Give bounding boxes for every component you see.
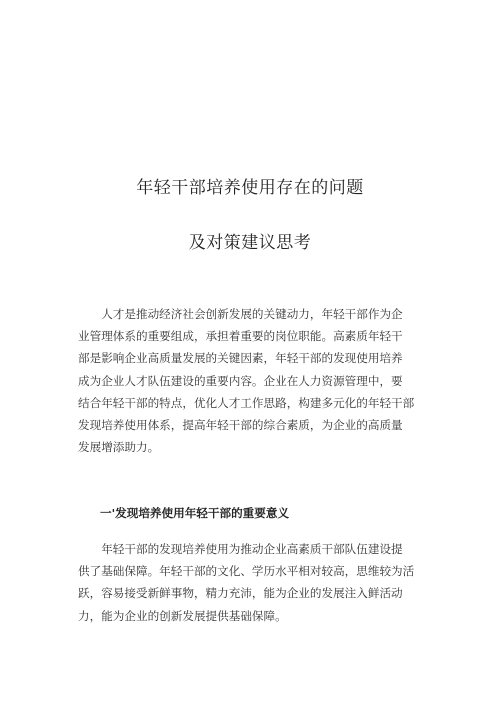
intro-paragraph-line: 成为企业人才队伍建设的重要内容。企业在人力资源管理中，要 (78, 373, 403, 388)
section-paragraph-line: 跃，容易接受新鲜事物，精力充沛，能为企业的发展注入鲜活动 (78, 586, 403, 601)
intro-paragraph-line: 业管理体系的重要组成，承担着重要的岗位职能。高素质年轻干 (78, 329, 403, 344)
document-title-line-1: 年轻干部培养使用存在的问题 (136, 178, 364, 198)
intro-paragraph (78, 303, 430, 458)
intro-paragraph-line: 发现培养使用体系，提高年轻干部的综合素质，为企业的高质量 (78, 417, 403, 432)
intro-paragraph-line: 部是影响企业高质量发展的关键因素，年轻干部的发现使用培养 (78, 351, 403, 366)
intro-paragraph-line: 发展增添助力。 (78, 440, 160, 455)
intro-paragraph-line: 人才是推动经济社会创新发展的关键动力，年轻干部作为企 (78, 307, 403, 321)
section-paragraph-line: 供了基础保障。年轻干部的文化、学历水平相对较高，思维较为活 (78, 564, 415, 579)
intro-paragraph-line: 结合年轻干部的特点，优化人才工作思路，构建多元化的年轻干部 (78, 395, 415, 410)
section-paragraph-line: 年轻干部的发现培养使用为推动企业高素质干部队伍建设提 (78, 542, 403, 556)
section-paragraph (78, 538, 430, 627)
section-heading: 一'发现培养使用年轻干部的重要意义 (100, 506, 290, 520)
section-paragraph-line: 力，能为企业的创新发展提供基础保障。 (78, 608, 287, 623)
document-title-line-2: 及对策建议思考 (188, 233, 312, 253)
